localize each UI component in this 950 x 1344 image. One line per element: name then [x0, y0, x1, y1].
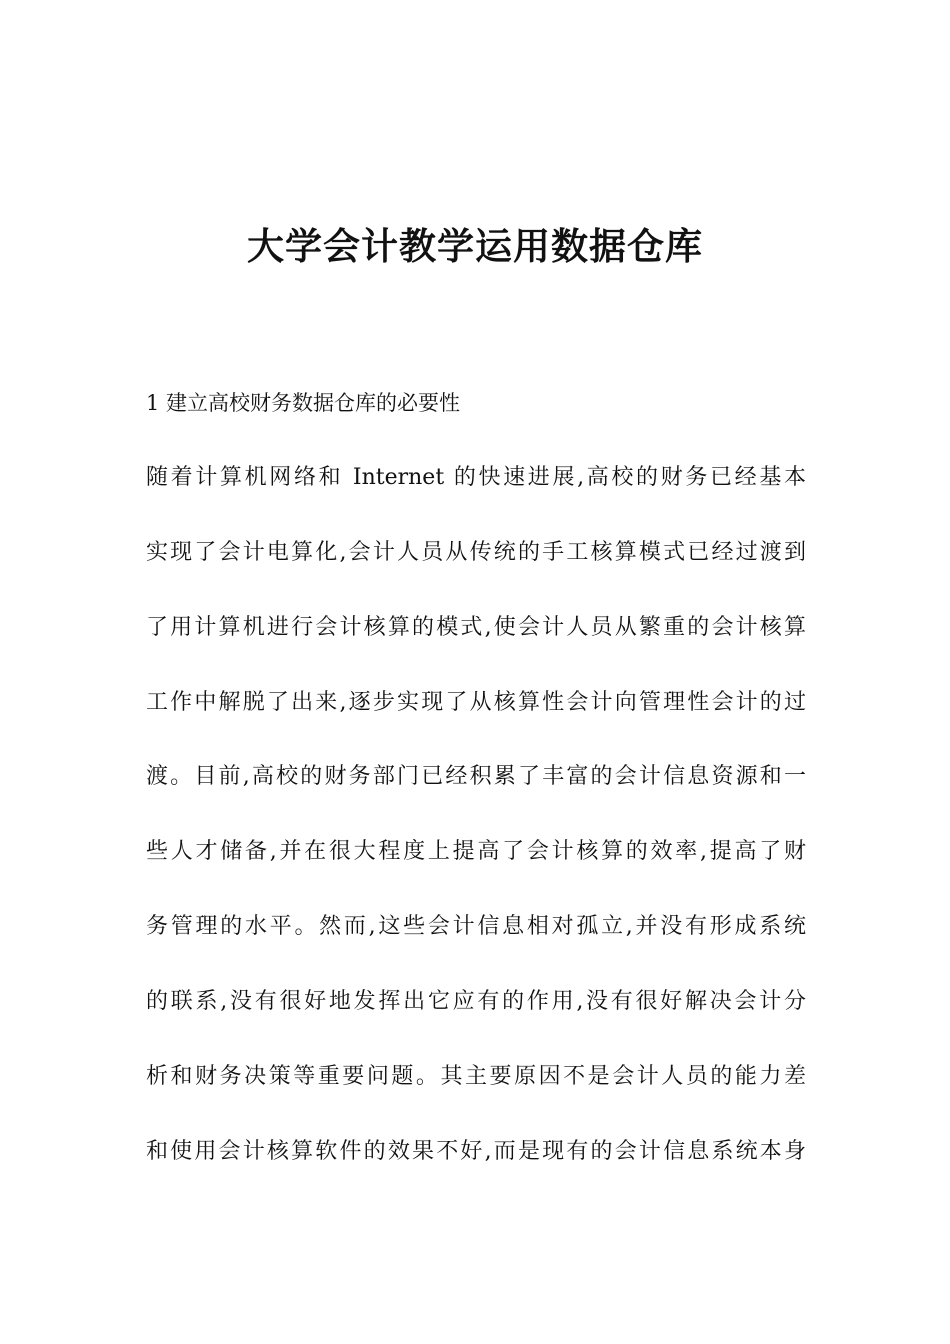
section-heading: 1 建立高校财务数据仓库的必要性 [146, 391, 461, 415]
paragraph-line: 渡。目前,高校的财务部门已经积累了丰富的会计信息资源和一 [146, 764, 806, 789]
paragraph-line: 工作中解脱了出来,逐步实现了从核算性会计向管理性会计的过 [146, 690, 806, 715]
paragraph-line: 了用计算机进行会计核算的模式,使会计人员从繁重的会计核算 [146, 615, 806, 640]
document-title: 大学会计教学运用数据仓库 [247, 225, 703, 268]
paragraph-line: 实现了会计电算化,会计人员从传统的手工核算模式已经过渡到 [146, 540, 806, 565]
paragraph-line: 析和财务决策等重要问题。其主要原因不是会计人员的能力差 [146, 1064, 806, 1089]
paragraph-line: 和使用会计核算软件的效果不好,而是现有的会计信息系统本身 [146, 1139, 806, 1164]
paragraph-line: 些人才储备,并在很大程度上提高了会计核算的效率,提高了财 [146, 839, 806, 864]
paragraph-line: 务管理的水平。然而,这些会计信息相对孤立,并没有形成系统 [146, 914, 806, 939]
paragraph-line: 的联系,没有很好地发挥出它应有的作用,没有很好解决会计分 [146, 989, 806, 1014]
paragraph-line: 随着计算机网络和 Internet 的快速进展,高校的财务已经基本 [146, 465, 806, 490]
